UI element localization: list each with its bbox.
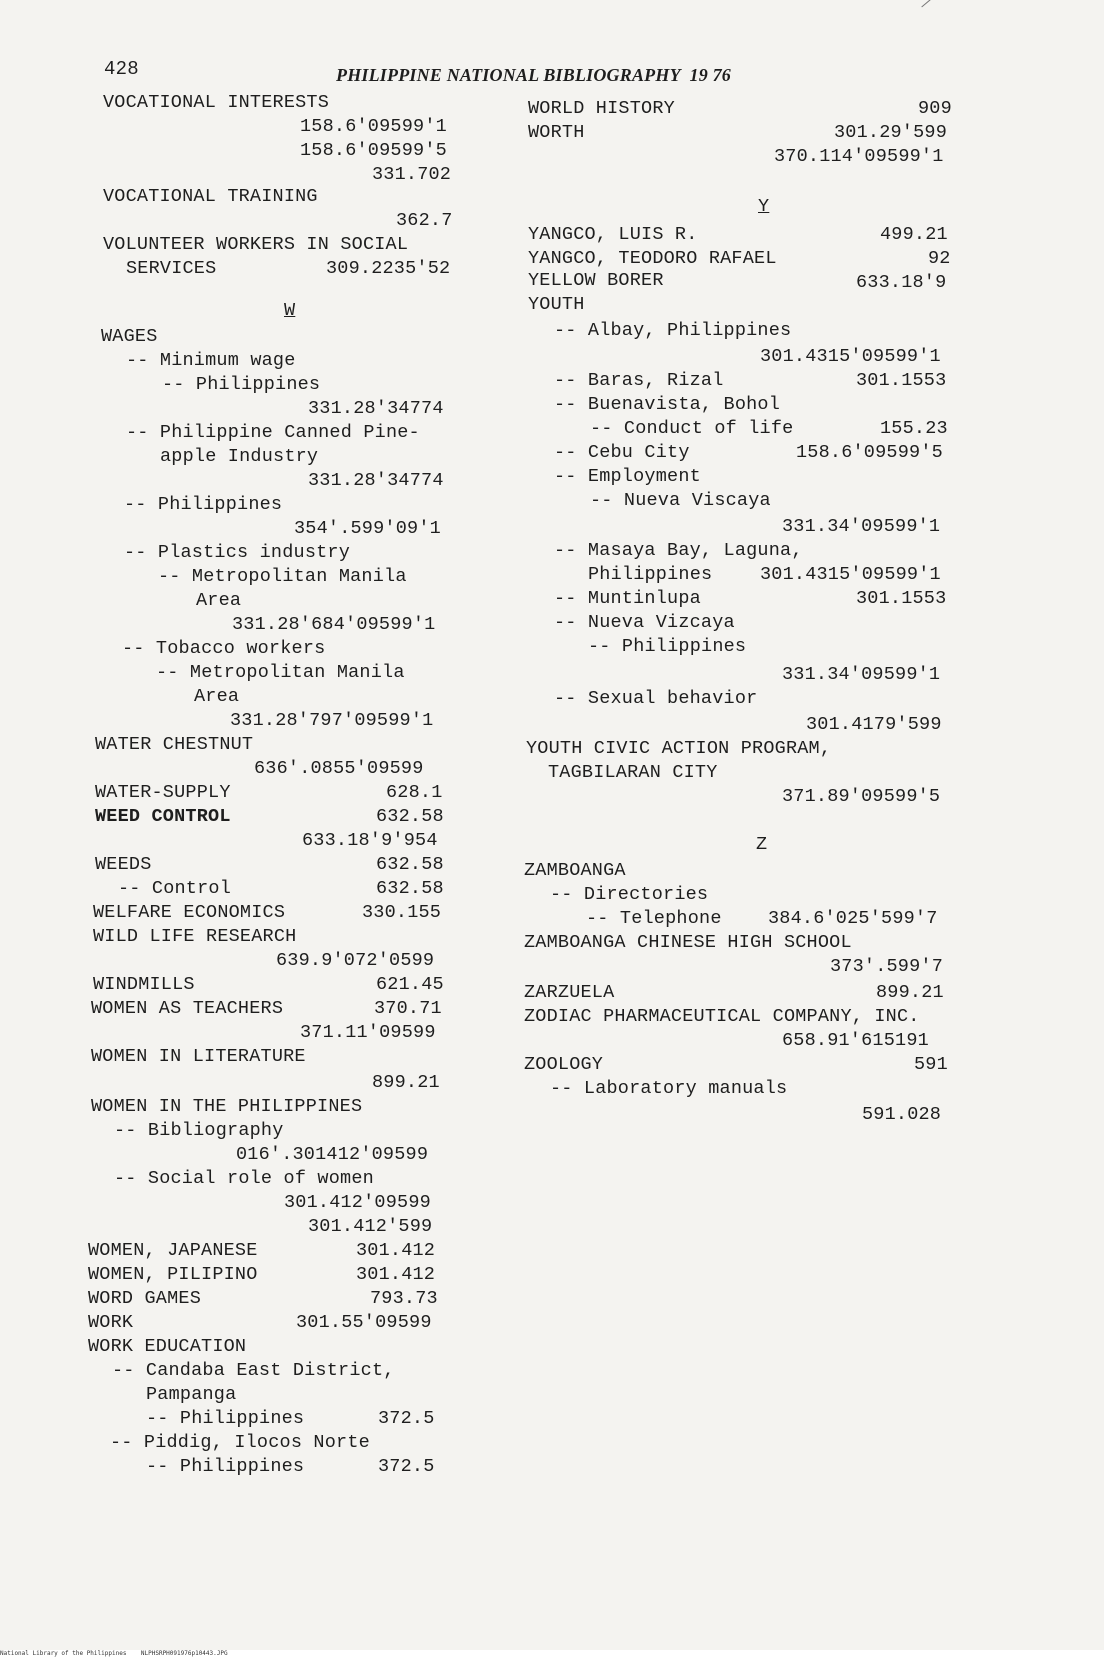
footer-filename: NLPHSRPH091976p10443.JPG [140,1650,228,1657]
page-number: 428 [104,58,139,80]
subheading: Area [196,590,242,611]
subheading: -- Sexual behavior [554,688,758,709]
entry-heading: WATER CHESTNUT [95,734,254,755]
subheading: -- Masaya Bay, Laguna, [554,540,803,561]
entry-heading: YOUTH CIVIC ACTION PROGRAM, [526,738,832,759]
subheading: -- Tobacco workers [122,638,326,659]
class-number: 331.28'684'09599'1 [232,614,436,635]
entry-heading: ZARZUELA [524,982,615,1003]
class-number: 331.28'34774 [308,398,444,419]
entry-heading: WEED CONTROL [95,806,231,827]
class-number: 301.412'09599 [284,1192,431,1213]
subheading: -- Metropolitan Manila [156,662,405,683]
class-number: 658.91'615191 [782,1030,929,1051]
class-number: 373'.599'7 [830,956,944,977]
class-number: 371.89'09599'5 [782,786,941,807]
page-title: PHILIPPINE NATIONAL BIBLIOGRAPHY 19 76 [336,65,731,85]
class-number: 621.45 [376,974,444,995]
class-number: 331.28'797'09599'1 [230,710,434,731]
entry-heading: WORK [88,1312,134,1333]
class-number: 301.55'09599 [296,1312,432,1333]
subheading: -- Philippines [124,494,283,515]
subheading: -- Social role of women [114,1168,374,1189]
subheading: -- Nueva Vizcaya [554,612,735,633]
entry-heading: WINDMILLS [93,974,195,995]
subheading: -- Conduct of life [590,418,794,439]
class-number: 331.702 [372,164,452,185]
scan-footer [0,1650,1104,1658]
class-number: 632.58 [376,854,444,875]
pen-mark [921,0,932,7]
entry-heading: WORD GAMES [88,1288,202,1309]
entry-heading: TAGBILARAN CITY [548,762,718,783]
class-number: 899.21 [372,1072,440,1093]
entry-heading: WOMEN, PILIPINO [88,1264,258,1285]
class-number: 301.4315'09599'1 [760,564,941,585]
class-number: 155.23 [880,418,948,439]
class-number: 591 [914,1054,948,1075]
class-number: 633.18'9'954 [302,830,438,851]
class-number: 632.58 [376,878,444,899]
subheading: -- Nueva Viscaya [590,490,771,511]
class-number: 639.9'072'0599 [276,950,435,971]
entry-heading: ZAMBOANGA CHINESE HIGH SCHOOL [524,932,852,953]
class-number: 362.7 [396,210,453,231]
entry-heading: YOUTH [528,294,585,315]
section-letter: W [284,300,296,321]
section-letter: Z [756,834,768,855]
entry-heading: YANGCO, TEODORO RAFAEL [528,248,777,269]
entry-heading: WELFARE ECONOMICS [93,902,286,923]
subheading: -- Bibliography [114,1120,284,1141]
class-number: 92 [928,248,951,269]
class-number: 331.34'09599'1 [782,516,941,537]
subheading: -- Muntinlupa [554,588,701,609]
class-number: 591.028 [862,1104,942,1125]
subheading: Area [194,686,240,707]
subheading: -- Metropolitan Manila [158,566,407,587]
subheading: -- Plastics industry [124,542,351,563]
entry-heading: WEEDS [95,854,152,875]
entry-heading: WOMEN IN THE PHILIPPINES [91,1096,363,1117]
class-number: 370.114'09599'1 [774,146,944,167]
class-number: 301.412 [356,1240,436,1261]
class-number: 301.4179'599 [806,714,942,735]
subheading: -- Piddig, Ilocos Norte [110,1432,370,1453]
class-number: 909 [918,98,952,119]
subheading: -- Buenavista, Bohol [554,394,781,415]
class-number: 301.29'599 [834,122,948,143]
class-number: 301.412 [356,1264,436,1285]
class-number: 309.2235'52 [326,258,451,279]
entry-heading: WORLD HISTORY [528,98,675,119]
class-number: 899.21 [876,982,944,1003]
class-number: 158.6'09599'5 [300,140,447,161]
subheading: -- Control [118,878,232,899]
subheading: Philippines [588,564,713,585]
class-number: 354'.599'09'1 [294,518,441,539]
subheading: -- Directories [550,884,709,905]
class-number: 016'.301412'09599 [236,1144,429,1165]
class-number: 384.6'025'599'7 [768,908,938,929]
class-number: 371.11'09599 [300,1022,436,1043]
entry-heading: ZOOLOGY [524,1054,604,1075]
subheading: -- Baras, Rizal [554,370,724,391]
subheading: Pampanga [146,1384,237,1405]
subheading: -- Philippines [162,374,321,395]
subheading: -- Philippines [146,1456,305,1477]
class-number: 158.6'09599'1 [300,116,447,137]
subheading: apple Industry [160,446,319,467]
entry-heading: SERVICES [126,258,217,279]
entry-heading: VOLUNTEER WORKERS IN SOCIAL [103,234,409,255]
class-number: 331.34'09599'1 [782,664,941,685]
entry-heading: WATER-SUPPLY [95,782,231,803]
entry-heading: ZAMBOANGA [524,860,626,881]
entry-heading: YELLOW BORER [528,270,664,291]
class-number: 330.155 [362,902,442,923]
section-letter: Y [758,196,770,217]
entry-heading: WOMEN AS TEACHERS [91,998,284,1019]
class-number: 301.4315'09599'1 [760,346,941,367]
subheading: -- Laboratory manuals [550,1078,788,1099]
footer-source: National Library of the Philippines [0,1650,127,1657]
subheading: -- Philippines [588,636,747,657]
subheading: -- Cebu City [554,442,690,463]
entry-heading: VOCATIONAL INTERESTS [103,92,330,113]
subheading: -- Philippines [146,1408,305,1429]
subheading: -- Albay, Philippines [554,320,792,341]
entry-heading: WORTH [528,122,585,143]
subheading: -- Minimum wage [126,350,296,371]
class-number: 370.71 [374,998,442,1019]
class-number: 301.412'599 [308,1216,433,1237]
subheading: -- Candaba East District, [112,1360,395,1381]
class-number: 301.1553 [856,370,947,391]
class-number: 372.5 [378,1408,435,1429]
class-number: 331.28'34774 [308,470,444,491]
subheading: -- Employment [554,466,701,487]
class-number: 301.1553 [856,588,947,609]
class-number: 793.73 [370,1288,438,1309]
class-number: 633.18'9 [856,272,947,293]
entry-heading: ZODIAC PHARMACEUTICAL COMPANY, INC. [524,1006,920,1027]
class-number: 636'.0855'09599 [254,758,424,779]
class-number: 499.21 [880,224,948,245]
subheading: -- Telephone [586,908,722,929]
entry-heading: WILD LIFE RESEARCH [93,926,297,947]
class-number: 628.1 [386,782,443,803]
class-number: 158.6'09599'5 [796,442,943,463]
class-number: 372.5 [378,1456,435,1477]
class-number: 632.58 [376,806,444,827]
entry-heading: WOMEN IN LITERATURE [91,1046,306,1067]
entry-heading: WORK EDUCATION [88,1336,247,1357]
entry-heading: YANGCO, LUIS R. [528,224,698,245]
entry-heading: VOCATIONAL TRAINING [103,186,318,207]
entry-heading: WOMEN, JAPANESE [88,1240,258,1261]
subheading: -- Philippine Canned Pine- [126,422,420,443]
entry-heading: WAGES [101,326,158,347]
